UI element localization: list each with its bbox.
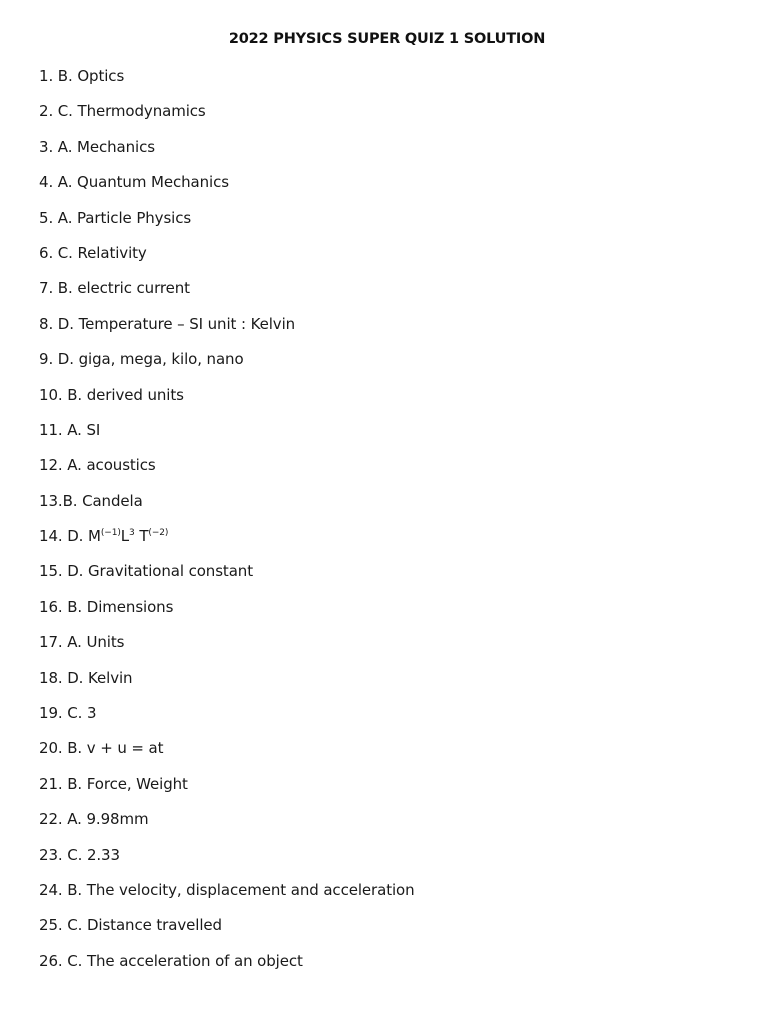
answer-text: C. 3 xyxy=(67,704,97,723)
answer-item-7 xyxy=(39,278,415,313)
answer-item-8 xyxy=(39,314,415,349)
answer-text: A. Units xyxy=(67,633,125,652)
answer-item-11 xyxy=(39,420,415,455)
answer-number: 6. xyxy=(39,243,54,262)
answer-number: 9. xyxy=(39,350,54,369)
answer-item-24 xyxy=(39,880,415,915)
answer-text: B. Optics xyxy=(57,67,125,85)
time-exponent: (−2) xyxy=(148,528,169,539)
answer-number: 16. xyxy=(39,597,63,616)
answer-number: 19. xyxy=(39,704,63,723)
answer-number: 20. xyxy=(39,739,63,758)
answer-number: 14. xyxy=(39,527,63,546)
answer-text: B. Candela xyxy=(62,491,143,510)
answer-item-1 xyxy=(39,66,415,101)
answer-item-23 xyxy=(39,845,415,880)
answer-number: 12. xyxy=(39,456,63,475)
answer-text: B. derived units xyxy=(67,385,184,404)
answer-text: C. 2.33 xyxy=(67,845,120,864)
answer-number: 15. xyxy=(39,562,63,581)
answer-text: C. The acceleration of an object xyxy=(67,951,303,970)
length-symbol: L xyxy=(120,527,130,546)
answer-text: A. 9.98mm xyxy=(67,810,149,829)
answer-number: 18. xyxy=(39,668,63,687)
answer-item-21 xyxy=(39,774,415,809)
answer-item-12 xyxy=(39,455,415,490)
answer-item-4 xyxy=(39,172,415,207)
length-exponent: 3 xyxy=(129,528,135,539)
answer-text: C. Thermodynamics xyxy=(57,102,206,121)
answer-text: C. Distance travelled xyxy=(67,916,222,935)
answer-item-6 xyxy=(39,243,415,278)
answer-number: 21. xyxy=(39,774,63,793)
answer-text: B. v + u = at xyxy=(67,739,164,758)
mass-exponent: (−1) xyxy=(100,528,121,539)
answer-text: D. Gravitational constant xyxy=(67,562,253,581)
answer-item-20 xyxy=(39,738,415,773)
answer-text: A. Quantum Mechanics xyxy=(57,173,229,192)
answer-number: 25. xyxy=(39,916,63,935)
answer-item-15 xyxy=(39,561,415,596)
answer-number: 26. xyxy=(39,951,63,970)
answer-number: 23. xyxy=(39,845,63,864)
answer-text: D. M xyxy=(67,527,101,546)
answer-item-22 xyxy=(39,809,415,844)
answer-item-13 xyxy=(39,491,415,526)
answer-number: 3. xyxy=(39,137,54,156)
answer-number: 5. xyxy=(39,208,54,227)
answer-number: 22. xyxy=(39,810,63,829)
answer-number: 2. xyxy=(39,102,54,121)
answer-text: B. Force, Weight xyxy=(67,774,188,793)
answer-item-25 xyxy=(39,915,415,950)
answer-item-16 xyxy=(39,597,415,632)
answer-number: 10. xyxy=(39,385,63,404)
answer-number: 24. xyxy=(39,880,63,899)
answer-number: 17. xyxy=(39,633,63,652)
answer-item-3 xyxy=(39,137,415,172)
answer-text: D. Kelvin xyxy=(67,668,133,687)
answer-item-9 xyxy=(39,349,415,384)
answer-item-10 xyxy=(39,385,415,420)
answer-item-17 xyxy=(39,632,415,667)
answer-text: D. giga, mega, kilo, nano xyxy=(57,350,244,369)
answer-text: B. Dimensions xyxy=(67,597,174,616)
answer-item-18 xyxy=(39,668,415,703)
answer-text: C. Relativity xyxy=(57,243,147,262)
answer-number: 7. xyxy=(39,279,54,298)
answer-number: 11. xyxy=(39,420,63,439)
answer-number: 13. xyxy=(39,491,63,510)
answer-item-26 xyxy=(39,951,415,986)
answer-text: B. electric current xyxy=(57,279,190,298)
document-title: 2022 PHYSICS SUPER QUIZ 1 SOLUTION xyxy=(228,31,546,47)
answer-item-19 xyxy=(39,703,415,738)
answer-number: 8. xyxy=(39,314,54,333)
answer-text: A. Mechanics xyxy=(57,137,155,156)
answer-item-5 xyxy=(39,208,415,243)
answer-list xyxy=(39,66,415,986)
answer-item-2 xyxy=(39,101,415,136)
answer-number: 4. xyxy=(39,173,54,192)
answer-text: D. Temperature – SI unit : Kelvin xyxy=(57,314,296,333)
time-symbol: T xyxy=(134,527,149,546)
answer-text: A. Particle Physics xyxy=(57,208,192,227)
answer-number: 1. xyxy=(39,67,54,85)
answer-item-14 xyxy=(39,526,415,561)
answer-text: A. acoustics xyxy=(67,456,156,475)
answer-text: A. SI xyxy=(67,420,101,439)
answer-text: B. The velocity, displacement and acceleration xyxy=(67,880,415,899)
